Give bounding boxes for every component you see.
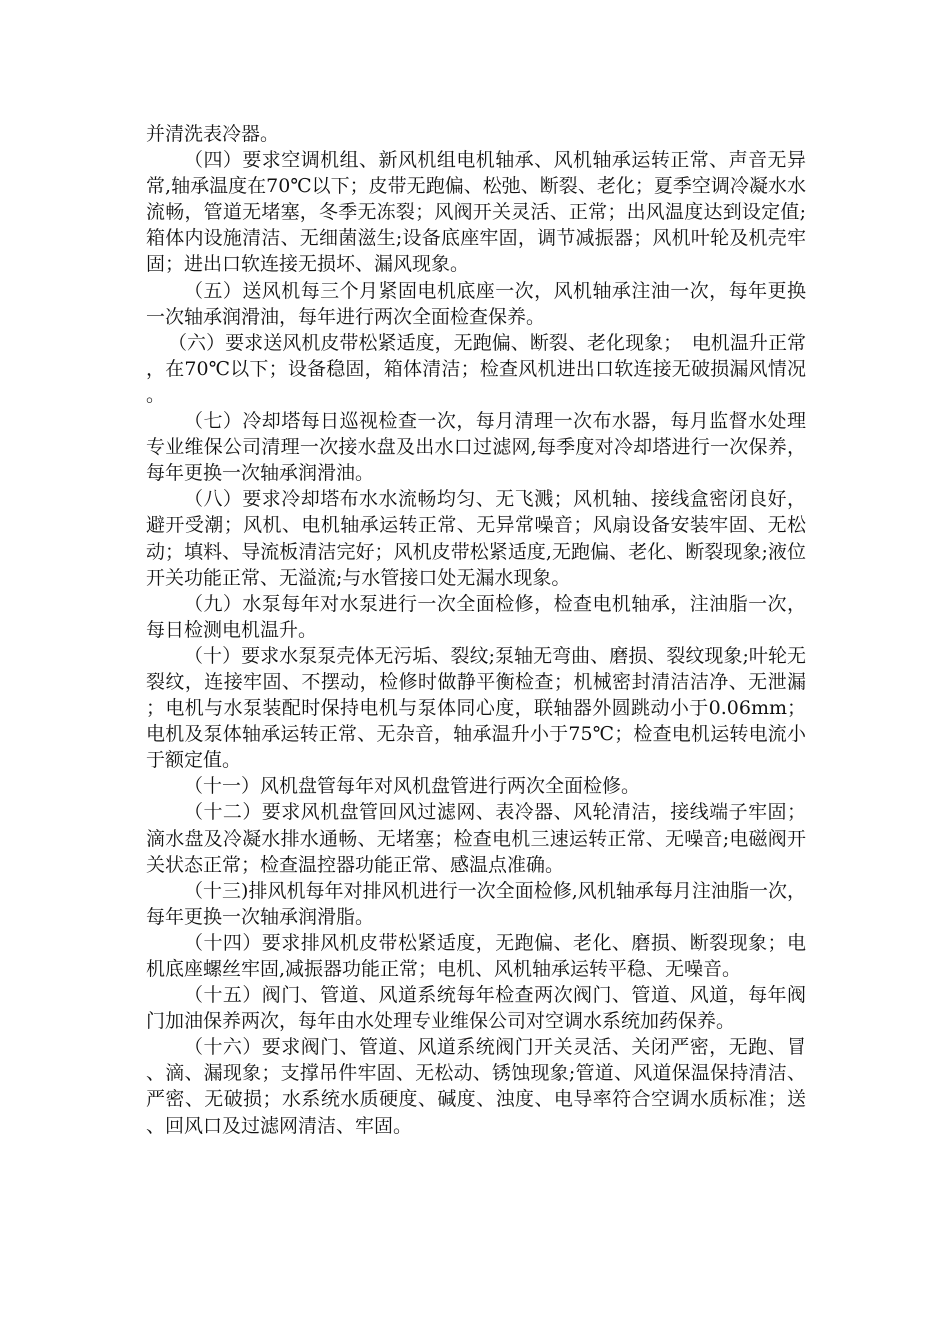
paragraph-item-15: （十五）阀门、管道、风道系统每年检查两次阀门、管道、风道，每年阀门加油保养两次，每年由水处理专业维保公司对空调水系统加药保养。	[146, 984, 806, 1033]
paragraph-item-4: （四）要求空调机组、新风机组电机轴承、风机轴承运转正常、声音无异常,轴承温度在70℃以下；皮带无跑偏、松弛、断裂、老化；夏季空调冷凝水水流畅，管道无堵塞，冬季无冻裂；风阀开关灵活、正常；出风温度达到设定值;箱体内设施清洁、无细菌滋生;设备底座牢固，调节减振器；风机叶轮及机壳牢固；进出口软连接无损坏、漏风现象。	[146, 149, 806, 276]
paragraph-item-8: （八）要求冷却塔布水水流畅均匀、无飞溅；风机轴、接线盒密闭良好，避开受潮；风机、电机轴承运转正常、无异常噪音；风扇设备安装牢固、无松动；填料、导流板清洁完好；风机皮带松紧适度,无跑偏、老化、断裂现象;液位开关功能正常、无溢流;与水管接口处无漏水现象。	[146, 488, 806, 589]
paragraph-item-12: （十二）要求风机盘管回风过滤网、表冷器、风轮清洁，接线端子牢固；滴水盘及冷凝水排水通畅、无堵塞；检查电机三速运转正常、无噪音;电磁阀开关状态正常；检查温控器功能正常、感温点准确。	[146, 801, 806, 876]
paragraph-item-7: （七）冷却塔每日巡视检查一次，每月清理一次布水器，每月监督水处理专业维保公司清理一次接水盘及出水口过滤网,每季度对冷却塔进行一次保养，每年更换一次轴承润滑油。	[146, 410, 806, 485]
paragraph-item-16: （十六）要求阀门、管道、风道系统阀门开关灵活、关闭严密，无跑、冒、滴、漏现象；支撑吊件牢固、无松动、锈蚀现象;管道、风道保温保持清洁、严密、无破损；水系统水质硬度、碱度、浊度、电导率符合空调水质标准；送、回风口及过滤网清洁、牢固。	[146, 1036, 806, 1137]
paragraph-item-10: （十）要求水泵泵壳体无污垢、裂纹;泵轴无弯曲、磨损、裂纹现象;叶轮无裂纹，连接牢固、不摆动，检修时做静平衡检查；机械密封清洁洁净、无泄漏；电机与水泵装配时保持电机与泵体同心度，联轴器外圆跳动小于0.06mm；电机及泵体轴承运转正常、无杂音，轴承温升小于75℃；检查电机运转电流小于额定值。	[146, 644, 806, 772]
paragraph-continuation: 并清洗表冷器。	[146, 123, 280, 145]
document-body	[146, 121, 806, 1139]
paragraph-item-14: （十四）要求排风机皮带松紧适度，无跑偏、老化、磨损、断裂现象；电机底座螺丝牢固,减振器功能正常；电机、风机轴承运转平稳、无噪音。	[146, 931, 806, 980]
paragraph-item-13: （十三)排风机每年对排风机进行一次全面检修,风机轴承每月注油脂一次，每年更换一次轴承润滑脂。	[146, 879, 806, 928]
paragraph-item-6: （六）要求送风机皮带松紧适度，无跑偏、断裂、老化现象； 电机温升正常，在70℃以下；设备稳固，箱体清洁；检查风机进出口软连接无破损漏风情况。	[146, 331, 806, 406]
paragraph-item-5: （五）送风机每三个月紧固电机底座一次，风机轴承注油一次，每年更换一次轴承润滑油，每年进行两次全面检查保养。	[146, 279, 806, 328]
paragraph-item-11: （十一）风机盘管每年对风机盘管进行两次全面检修。	[184, 775, 641, 798]
paragraph-item-9: （九）水泵每年对水泵进行一次全面检修，检查电机轴承，注油脂一次，每日检测电机温升。	[146, 592, 806, 641]
